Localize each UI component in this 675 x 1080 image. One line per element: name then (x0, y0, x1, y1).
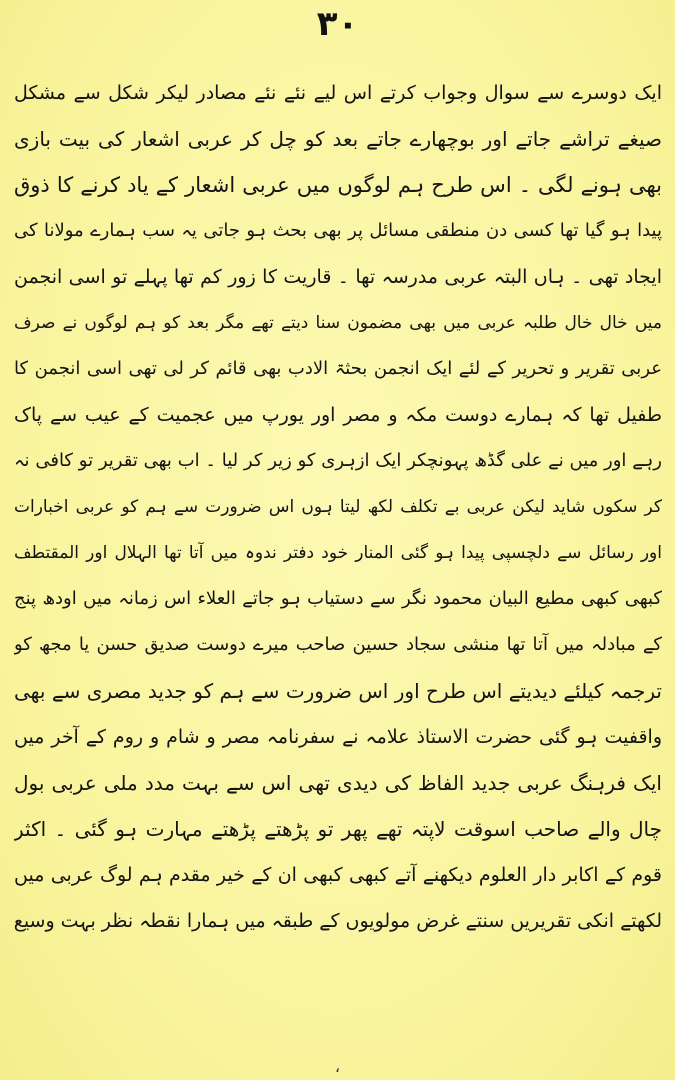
text-line: صیغے تراشے جاتے اور بوچھارے جاتے بعد کو چل کر عربی اشعار کی بیت بازی (14, 127, 662, 151)
text-line: میں خال خال طلبہ عربی میں بھی مضمون سنا دیتے تھے مگر بعد کو ہم لوگوں نے صرف (14, 313, 662, 333)
text-line: رہے اور میں نے علی گڈھ پہونچکر ایک ازہری کو زیر کر لیا ۔ اب بھی تقریر تو کافی نہ (14, 450, 662, 471)
text-line: ایک فرہنگ عربی جدید الفاظ کی دیدی تھی اس سے بہت مدد ملی عربی بول (14, 771, 662, 795)
text-line: کے مبادلہ میں آتا تھا منشی سجاد حسین صاحب میرے دوست صدیق حسن یا مجھ کو (14, 634, 662, 655)
text-line: چال والے صاحب اسوقت لاپتہ تھے پھر تو پڑھتے پڑھتے مہارت ہو گئی ۔ اکثر (14, 817, 662, 841)
page-number: ۳۰ (316, 4, 359, 44)
text-line: عربی تقریر و تحریر کے لئے ایک انجمن بحثۃ الادب بھی قائم کر لی تھی اسی انجمن کا (14, 358, 662, 379)
text-line: لکھتے انکی تقریریں سنتے غرض مولویوں کے طبقہ میں ہمارا نقطہ نظر بہت وسیع (14, 910, 662, 932)
text-line: پیدا ہو گیا تھا کسی دن منطقی مسائل پر بھی بحث ہو جاتی یہ سب ہمارے مولانا کی (14, 220, 662, 241)
text-line: بھی ہونے لگی ۔ اس طرح ہم لوگوں میں عربی اشعار کے یاد کرنے کا ذوق (14, 173, 662, 197)
footer-mark: ، (334, 1057, 341, 1076)
text-line: طفیل تھا کہ ہمارے دوست مکہ و مصر اور یورپ میں عجمیت کے عیب سے پاک (14, 404, 662, 426)
text-line: قوم کے اکابر دار العلوم دیکھنے آتے کبھی کبھی ان کے خیر مقدم ہم لوگ عربی میں (14, 864, 662, 886)
text-line: کر سکوں شاید لیکن عربی بے تکلف لکھ لیتا ہوں اس ضرورت سے ہم کو عربی اخبارات (14, 497, 662, 517)
text-line: ترجمہ کیلئے دیدیتے اس طرح اور اس ضرورت سے ہم کو جدید مصری سے بھی (14, 679, 662, 703)
text-line: ایک دوسرے سے سوال وجواب کرتے اس لیے نئے نئے مصادر لیکر شکل سے مشکل (14, 82, 662, 104)
text-line: واقفیت ہو گئی حضرت الاستاذ علامہ نے سفرنامہ مصر و شام و روم کے آخر میں (14, 726, 662, 748)
body-text (14, 70, 662, 944)
text-line: اور رسائل سے دلچسپی پیدا ہو گئی المنار خود دفتر ندوہ میں آتا تھا الہلال اور المقتطف (14, 543, 662, 563)
text-line: کبھی کبھی مطیع البیان محمود نگر سے دستیاب ہو جاتے العلاء اس زمانہ میں اودھ پنج (14, 588, 662, 609)
text-line: ایجاد تھی ۔ ہاں البتہ عربی مدرسہ تھا ۔ قاریت کا زور کم تھا پہلے تو اسی انجمن (14, 266, 662, 288)
